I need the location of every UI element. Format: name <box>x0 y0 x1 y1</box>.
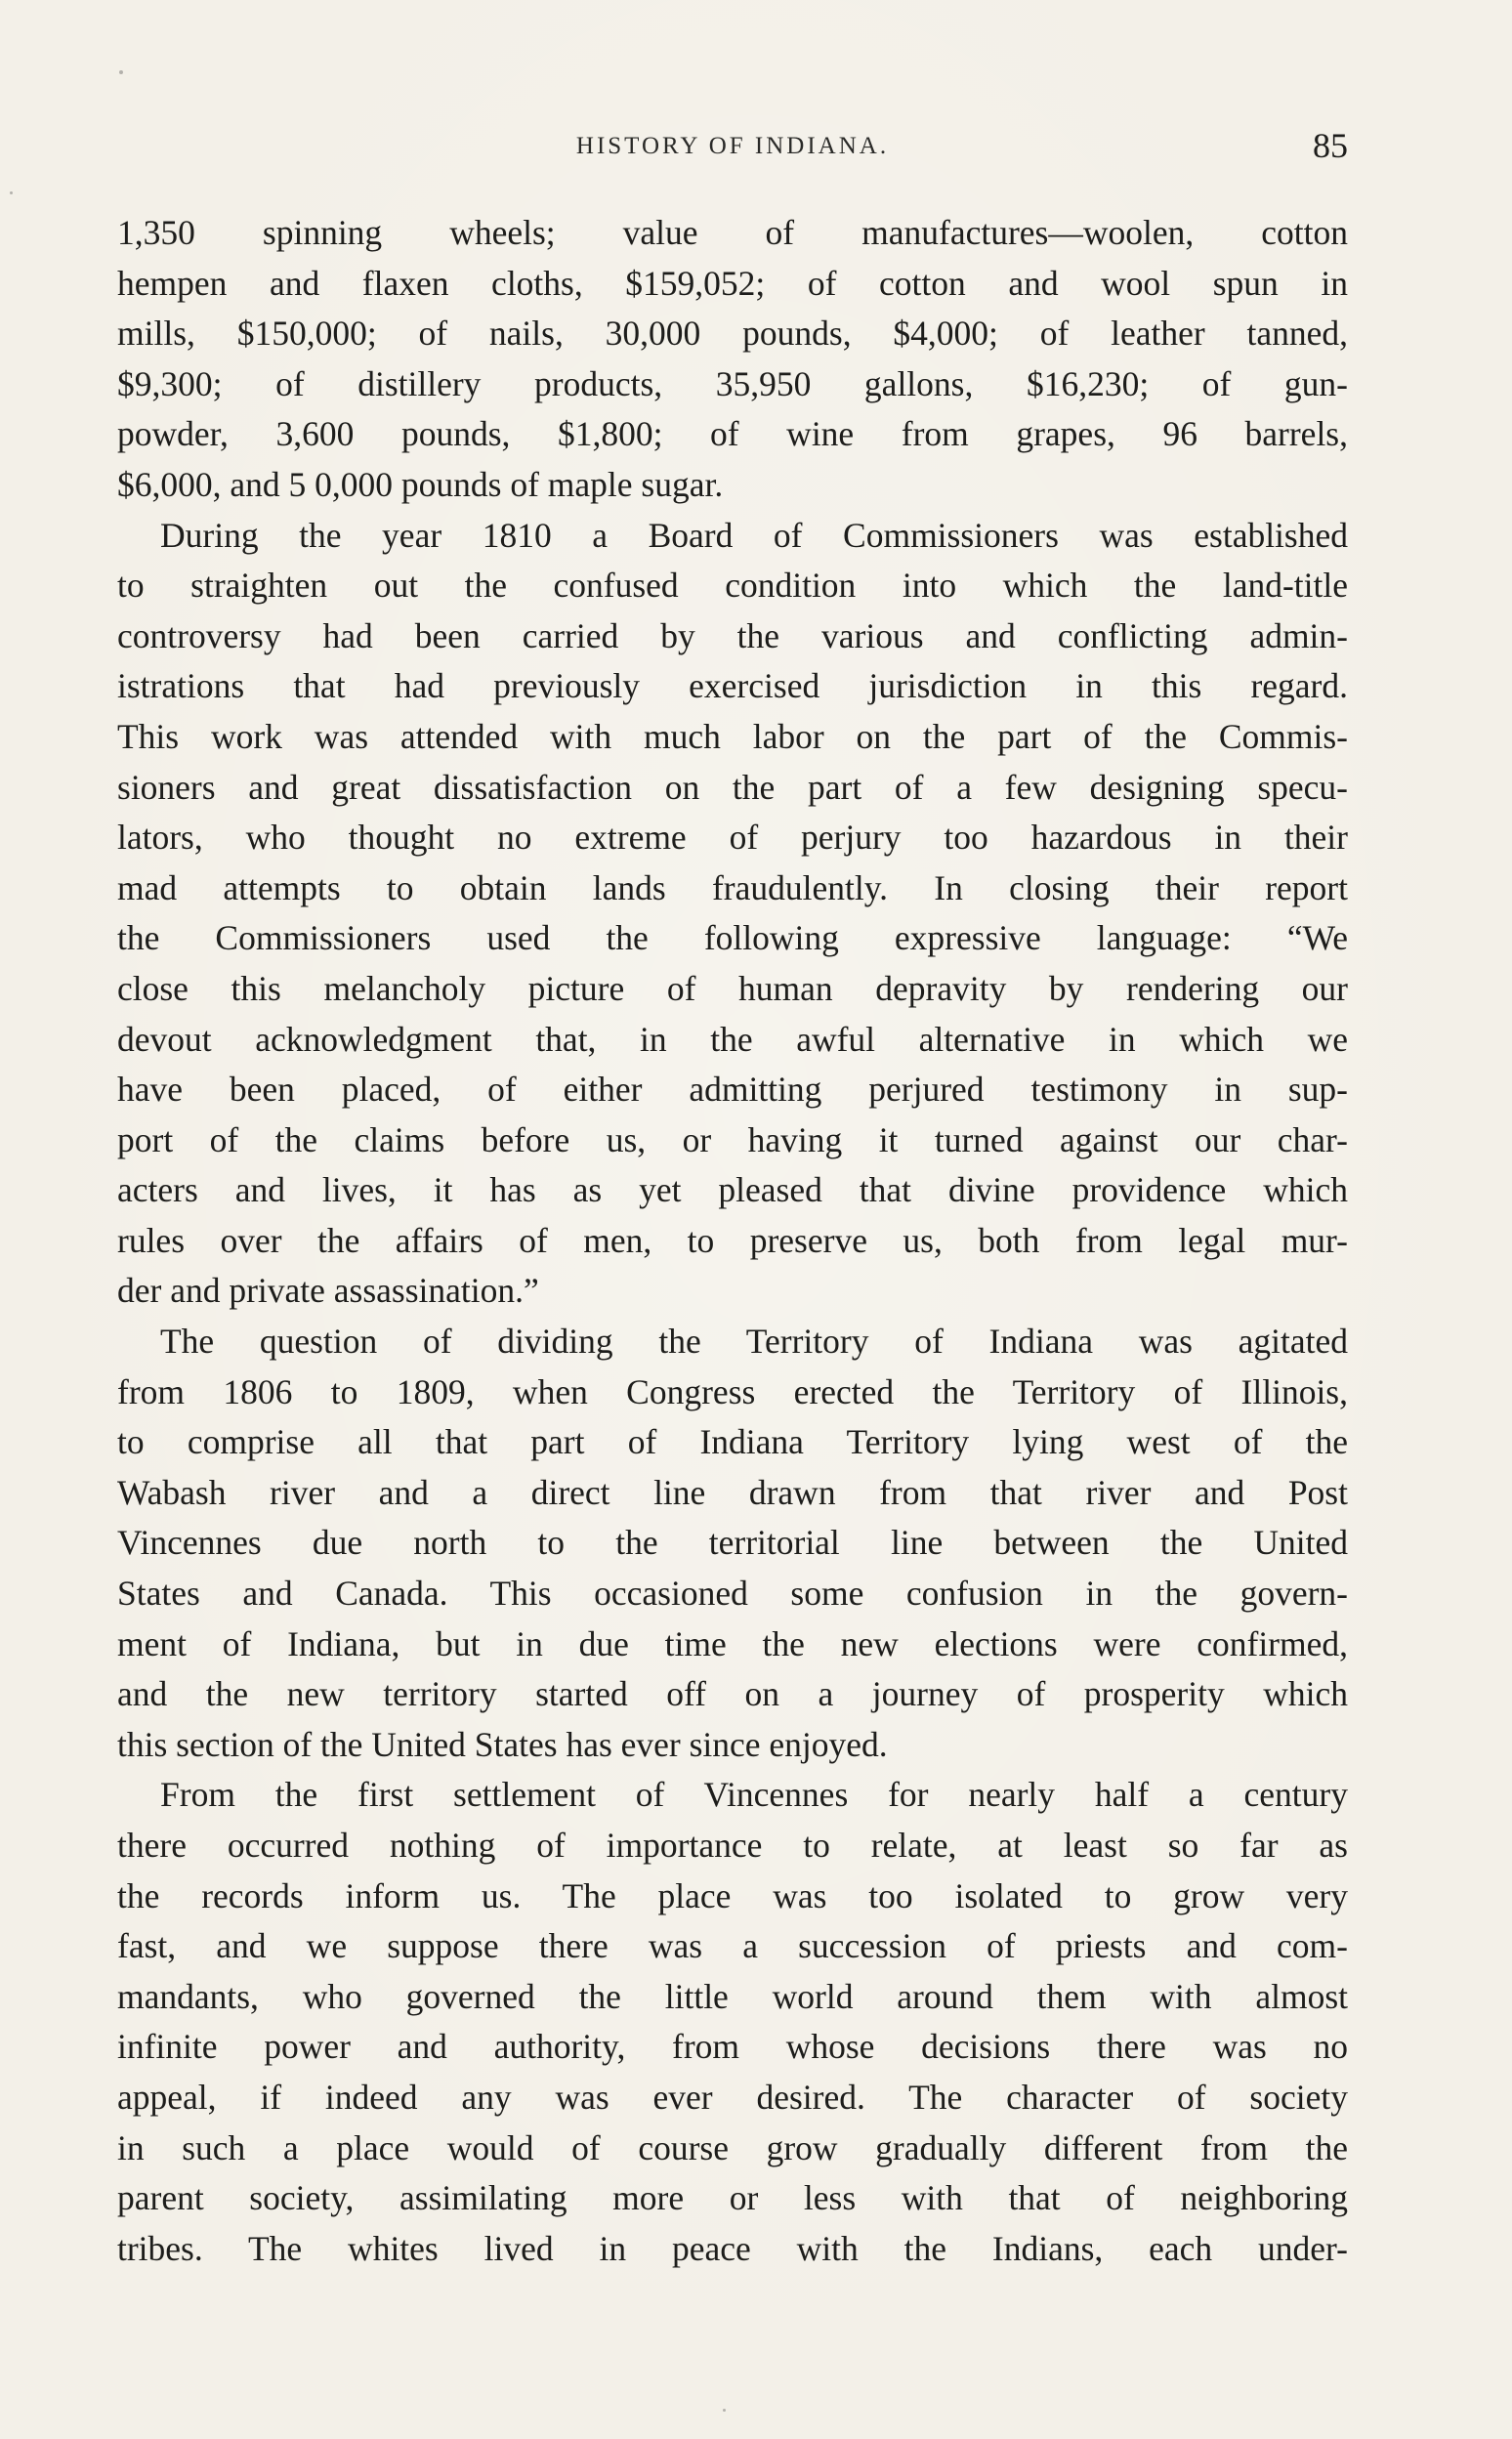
text-line: from 1806 to 1809, when Congress erected the Territory of Illinois, <box>117 1371 1348 1411</box>
text-line: devout acknowledgment that, in the awful alternative in which we <box>117 1019 1348 1059</box>
page-number: 85 <box>1313 126 1348 165</box>
running-header <box>117 125 1348 174</box>
text-line: States and Canada. This occasioned some confusion in the govern- <box>117 1574 1348 1614</box>
text-line: 1,350 spinning wheels; value of manufactures—woolen, cotton <box>117 213 1348 252</box>
paper-speck <box>119 70 123 74</box>
text-line: there occurred nothing of importance to relate, at least so far as <box>117 1826 1348 1865</box>
text-line: parent society, assimilating more or less with that of neighboring <box>117 2178 1348 2218</box>
text-line: mandants, who governed the little world around them with almost <box>117 1976 1348 2016</box>
text-line: der and private assassination.” <box>117 1271 539 1311</box>
paper-speck <box>723 2409 726 2412</box>
text-line: Wabash river and a direct line drawn from that river and Post <box>117 1472 1348 1512</box>
text-line: have been placed, of either admitting perjured testimony in sup- <box>117 1070 1348 1110</box>
text-line: ment of Indiana, but in due time the new elections were confirmed, <box>117 1623 1348 1663</box>
paper-speck <box>10 191 13 194</box>
text-line: Vincennes due north to the territorial line between the United <box>117 1523 1348 1563</box>
text-line: the records inform us. The place was too isolated to grow very <box>117 1875 1348 1915</box>
text-line: This work was attended with much labor on the part of the Commis- <box>117 716 1348 756</box>
text-line: hempen and flaxen cloths, $159,052; of cotton and wool spun in <box>117 263 1348 303</box>
text-line: powder, 3,600 pounds, $1,800; of wine from grapes, 96 barrels, <box>117 414 1348 454</box>
body-text <box>117 208 1348 2274</box>
text-line: fast, and we suppose there was a succession of priests and com- <box>117 1926 1348 1966</box>
text-line: close this melancholy picture of human depravity by rendering our <box>117 968 1348 1008</box>
text-line: sioners and great dissatisfaction on the part of a few designing specu- <box>117 767 1348 807</box>
text-line: acters and lives, it has as yet pleased that divine providence which <box>117 1170 1348 1210</box>
text-line: the Commissioners used the following expressive language: “We <box>117 918 1348 958</box>
text-line: and the new territory started off on a journey of prosperity which <box>117 1674 1348 1714</box>
text-line: appeal, if indeed any was ever desired. The character of society <box>117 2077 1348 2117</box>
text-line: istrations that had previously exercised jurisdiction in this regard. <box>117 666 1348 706</box>
text-line: From the first settlement of Vincennes for nearly half a century <box>160 1775 1348 1815</box>
text-line: tribes. The whites lived in peace with the Indians, each under- <box>117 2228 1348 2268</box>
text-line: controversy had been carried by the various and conflicting admin- <box>117 615 1348 655</box>
text-line: mad attempts to obtain lands fraudulently. In closing their report <box>117 867 1348 907</box>
text-line: During the year 1810 a Board of Commissioners was established <box>160 515 1348 555</box>
text-line: in such a place would of course grow gradually different from the <box>117 2127 1348 2167</box>
text-line: The question of dividing the Territory of Indiana was agitated <box>160 1322 1348 1362</box>
text-line: port of the claims before us, or having it turned against our char- <box>117 1119 1348 1159</box>
text-line: rules over the affairs of men, to preserve us, both from legal mur- <box>117 1220 1348 1260</box>
text-line: $9,300; of distillery products, 35,950 gallons, $16,230; of gun- <box>117 363 1348 403</box>
text-line: to comprise all that part of Indiana Territory lying west of the <box>117 1422 1348 1462</box>
running-title: HISTORY OF INDIANA. <box>575 133 890 159</box>
text-line: to straighten out the confused condition into which the land-title <box>117 566 1348 606</box>
text-line: mills, $150,000; of nails, 30,000 pounds, $4,000; of leather tanned, <box>117 314 1348 354</box>
text-line: this section of the United States has ever since enjoyed. <box>117 1724 888 1764</box>
text-line: $6,000, and 5 0,000 pounds of maple sugar. <box>117 464 724 504</box>
text-line: lators, who thought no extreme of perjury too hazardous in their <box>117 818 1348 858</box>
text-line: infinite power and authority, from whose decisions there was no <box>117 2027 1348 2067</box>
